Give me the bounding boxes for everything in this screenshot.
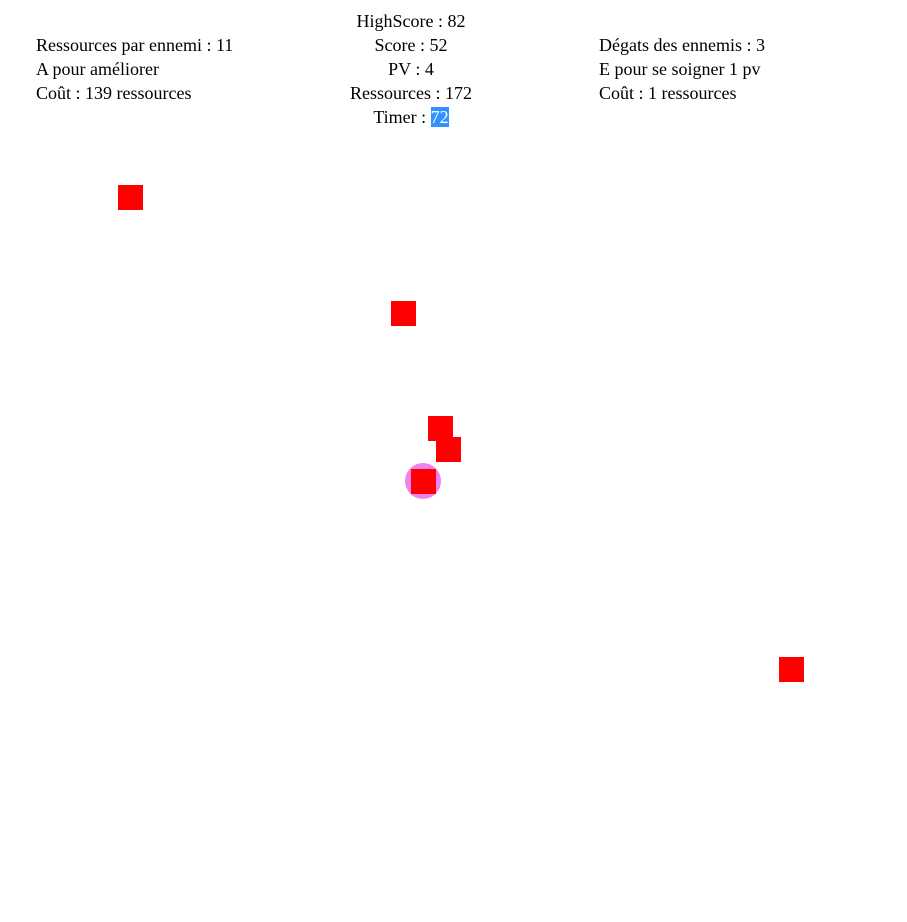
upgrade-cost: Coût : 139 ressources [36, 83, 192, 103]
timer: Timer : 72 [373, 107, 449, 127]
heal-hint: E pour se soigner 1 pv [599, 59, 761, 79]
player [411, 469, 436, 494]
stats-panel [311, 9, 511, 129]
resources-value: 172 [444, 83, 472, 103]
enemy-damage: Dégats des ennemis : 3 [599, 35, 765, 55]
enemy [391, 301, 416, 326]
upgrade-hint: A pour améliorer [36, 59, 159, 79]
upgrade-panel [36, 33, 233, 105]
hp: PV : 4 [388, 59, 434, 79]
heal-cost-value: 1 [648, 83, 658, 103]
heal-panel [599, 33, 765, 105]
enemy [436, 437, 461, 462]
enemy [118, 185, 143, 210]
score-value: 52 [429, 35, 448, 55]
timer-value: 72 [430, 107, 449, 127]
resources-per-enemy: Ressources par ennemi : 11 [36, 35, 234, 55]
hp-value: 4 [424, 59, 434, 79]
highscore-value: 82 [447, 11, 466, 31]
upgrade-cost-value: 139 [85, 83, 113, 103]
highscore: HighScore : 82 [356, 11, 466, 31]
heal-cost: Coût : 1 ressources [599, 83, 737, 103]
resources-per-enemy-value: 11 [215, 35, 234, 55]
enemy-damage-value: 3 [755, 35, 765, 55]
enemy [779, 657, 804, 682]
score: Score : 52 [374, 35, 448, 55]
resources: Ressources : 172 [350, 83, 472, 103]
